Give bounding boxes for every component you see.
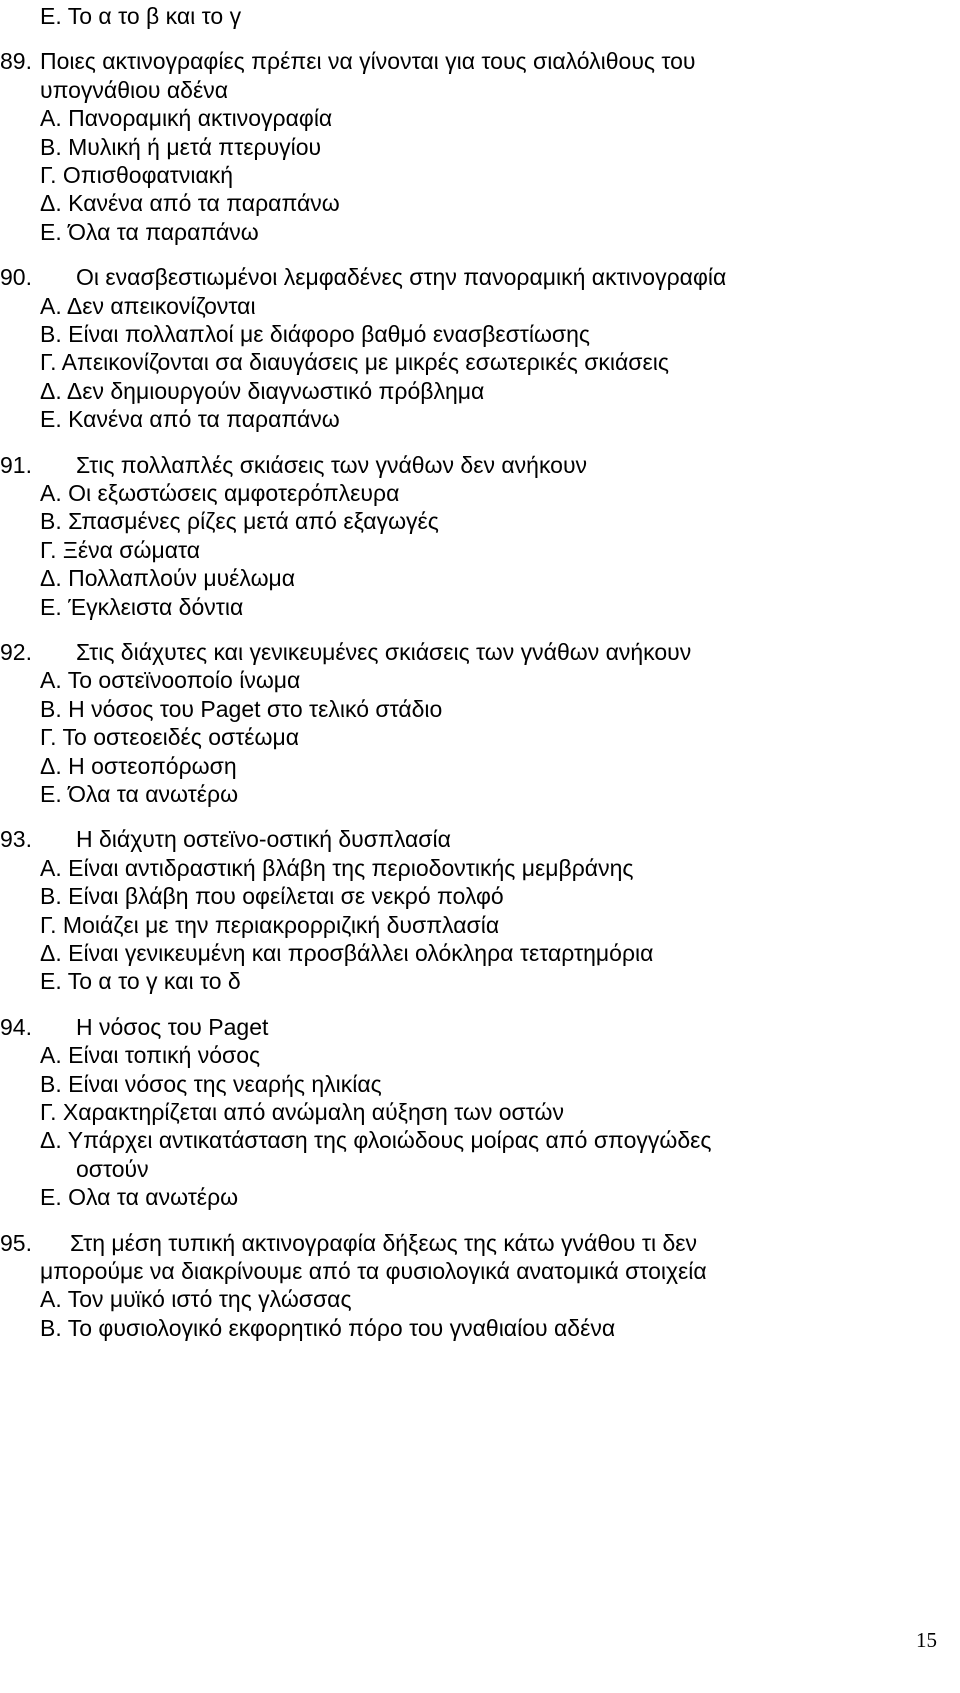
question-number: 95.: [0, 1229, 32, 1256]
answer-option: Δ. Είναι γενικευμένη και προσβάλλει ολόκληρα τεταρτημόρια: [40, 940, 654, 966]
answer-option: Α. Το οστεϊνοοποίο ίνωμα: [40, 667, 301, 694]
question-number: 89.: [0, 48, 32, 75]
answer-option: Δ. Η οστεοπόρωση: [40, 752, 237, 779]
question-number: 90.: [0, 264, 32, 291]
answer-option: Γ. Ξένα σώματα: [40, 536, 201, 563]
answer-option: Β. Σπασμένες ρίζες μετά από εξαγωγές: [40, 508, 439, 535]
answer-option: Ε. Το α το γ και το δ: [40, 968, 241, 995]
answer-option: Β. Είναι πολλαπλοί με διάφορο βαθμό ενασβεστίωσης: [40, 321, 591, 347]
answer-option: Δ. Πολλαπλούν μυέλωμα: [40, 565, 296, 592]
question-number: 93.: [0, 826, 32, 853]
page-number: 15: [916, 1628, 937, 1652]
question-stem: Στις πολλαπλές σκιάσεις των γνάθων δεν ανήκουν: [76, 451, 588, 478]
question-stem: Οι ενασβεστιωμένοι λεμφαδένες στην πανοραμική ακτινογραφία: [76, 264, 727, 291]
question-stem: Στις διάχυτες και γενικευμένες σκιάσεις των γνάθων ανήκουν: [76, 639, 692, 665]
answer-option: Ε. Κανένα από τα παραπάνω: [40, 406, 340, 433]
answer-option: Γ. Το οστεοειδές οστέωμα: [40, 724, 300, 751]
answer-option: Δ. Υπάρχει αντικατάσταση της φλοιώδους μοίρας από σπογγώδες: [40, 1127, 712, 1154]
answer-option: Γ. Χαρακτηρίζεται από ανώμαλη αύξηση των οστών: [40, 1099, 564, 1125]
answer-option: Α. Πανοραμική ακτινογραφία: [40, 105, 333, 132]
answer-option: Β. Το φυσιολογικό εκφορητικό πόρο του γναθιαίου αδένα: [40, 1314, 616, 1341]
answer-option: Γ. Οπισθοφατνιακή: [40, 162, 234, 188]
answer-option: Γ. Μοιάζει με την περιακρορριζική δυσπλασία: [40, 911, 500, 938]
answer-option: Ε. Ολα τα ανωτέρω: [40, 1184, 239, 1211]
answer-option-continuation: Ε. Το α το β και το γ: [40, 3, 242, 29]
answer-option: Γ. Απεικονίζονται σα διαυγάσεις με μικρές εσωτερικές σκιάσεις: [40, 349, 669, 376]
question-stem: μπορούμε να διακρίνουμε από τα φυσιολογικά ανατομικά στοιχεία: [40, 1258, 707, 1284]
question-stem: Ποιες ακτινογραφίες πρέπει να γίνονται για τους σιαλόλιθους του: [40, 48, 696, 75]
answer-option: Α. Δεν απεικονίζονται: [40, 292, 256, 319]
answer-option: Ε. Όλα τα ανωτέρω: [40, 781, 239, 807]
answer-option-continuation: οστούν: [76, 1155, 149, 1182]
answer-option: Ε. Όλα τα παραπάνω: [40, 218, 259, 245]
question-stem: Η νόσος του Paget: [76, 1013, 269, 1040]
answer-option: Β. Είναι βλάβη που οφείλεται σε νεκρό πολφό: [40, 883, 504, 910]
answer-option: Α. Τον μυϊκό ιστό της γλώσσας: [40, 1286, 352, 1313]
answer-option: Δ. Κανένα από τα παραπάνω: [40, 190, 340, 217]
question-stem: Στη μέση τυπική ακτινογραφία δήξεως της κάτω γνάθου τι δεν: [70, 1229, 698, 1256]
answer-option: Β. Είναι νόσος της νεαρής ηλικίας: [40, 1070, 382, 1097]
question-stem: υπογνάθιου αδένα: [40, 76, 229, 103]
answer-option: Α. Είναι αντιδραστική βλάβη της περιοδοντικής μεμβράνης: [40, 854, 634, 881]
answer-option: Α. Είναι τοπική νόσος: [40, 1042, 261, 1069]
answer-option: Δ. Δεν δημιουργούν διαγνωστικό πρόβλημα: [40, 377, 485, 404]
answer-option: Α. Οι εξωστώσεις αμφοτερόπλευρα: [40, 480, 400, 506]
answer-option: Ε. Έγκλειστα δόντια: [40, 593, 244, 620]
question-stem: Η διάχυτη οστεϊνο-οστική δυσπλασία: [76, 826, 451, 853]
question-number: 92.: [0, 639, 32, 665]
question-number: 94.: [0, 1013, 32, 1040]
question-number: 91.: [0, 451, 32, 478]
answer-option: Β. Μυλική ή μετά πτερυγίου: [40, 133, 322, 160]
answer-option: Β. Η νόσος του Paget στο τελικό στάδιο: [40, 695, 443, 722]
